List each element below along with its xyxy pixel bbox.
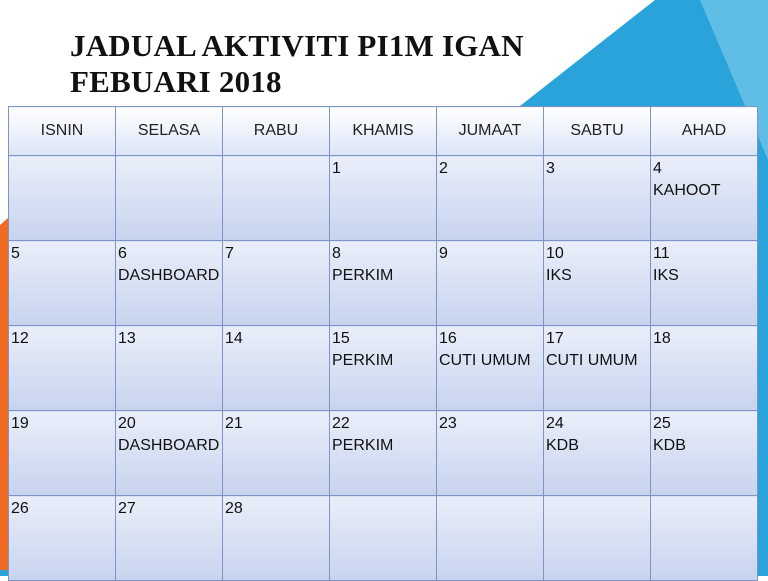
- day-number: 27: [118, 500, 136, 517]
- page-title: [70, 28, 524, 100]
- event-label: KDB: [546, 437, 579, 454]
- day-number: 17: [546, 330, 564, 347]
- calendar-day-cell: [437, 326, 544, 411]
- day-number: 10: [546, 245, 564, 262]
- calendar-week-row: [9, 241, 758, 326]
- event-label: KAHOOT: [653, 182, 721, 199]
- day-number: 14: [225, 330, 243, 347]
- calendar-day-cell: [9, 241, 116, 326]
- calendar-day-cell: [223, 241, 330, 326]
- day-number: 13: [118, 330, 136, 347]
- day-number: 1: [332, 160, 341, 177]
- calendar-day-cell: [651, 326, 758, 411]
- calendar-day-cell: [330, 496, 437, 581]
- day-number: 25: [653, 415, 671, 432]
- calendar-week-row: [9, 326, 758, 411]
- event-label: IKS: [653, 267, 679, 284]
- day-number: 26: [11, 500, 29, 517]
- calendar-day-cell: [544, 411, 651, 496]
- calendar-day-cell: [223, 326, 330, 411]
- calendar-day-cell: [437, 156, 544, 241]
- day-number: 8: [332, 245, 341, 262]
- weekday-header-row: [9, 107, 758, 156]
- title-line-2: FEBUARI 2018: [70, 64, 282, 99]
- calendar-day-cell: [544, 156, 651, 241]
- day-number: 3: [546, 160, 555, 177]
- calendar-week-row: [9, 156, 758, 241]
- day-number: 18: [653, 330, 671, 347]
- day-number: 24: [546, 415, 564, 432]
- weekday-header-ahad: AHAD: [651, 107, 758, 156]
- day-number: 21: [225, 415, 243, 432]
- day-number: 15: [332, 330, 350, 347]
- calendar-day-cell: [651, 496, 758, 581]
- event-label: DASHBOARD: [118, 267, 220, 284]
- event-label: PERKIM: [332, 352, 394, 369]
- calendar-day-cell: [330, 326, 437, 411]
- event-label: PERKIM: [332, 267, 394, 284]
- day-number: 2: [439, 160, 448, 177]
- weekday-header-isnin: ISNIN: [9, 107, 116, 156]
- calendar-day-cell: [651, 411, 758, 496]
- weekday-header-sabtu: SABTU: [544, 107, 651, 156]
- weekday-header-khamis: KHAMIS: [330, 107, 437, 156]
- calendar-day-cell: [330, 241, 437, 326]
- event-label: IKS: [546, 267, 572, 284]
- calendar-day-cell: [330, 411, 437, 496]
- title-line-1: JADUAL AKTIVITI PI1M IGAN: [70, 28, 524, 63]
- calendar-day-cell: [651, 156, 758, 241]
- calendar-week-row: [9, 411, 758, 496]
- calendar-day-cell: [544, 241, 651, 326]
- day-number: 12: [11, 330, 29, 347]
- calendar-day-cell: [9, 156, 116, 241]
- calendar-body: [9, 156, 758, 581]
- calendar-day-cell: [223, 411, 330, 496]
- event-label: CUTI UMUM: [546, 352, 638, 369]
- event-label: KDB: [653, 437, 686, 454]
- calendar-day-cell: [437, 496, 544, 581]
- day-number: 9: [439, 245, 448, 262]
- event-label: DASHBOARD: [118, 437, 220, 454]
- event-label: CUTI UMUM: [439, 352, 531, 369]
- calendar-day-cell: [116, 156, 223, 241]
- day-number: 4: [653, 160, 662, 177]
- weekday-header-selasa: SELASA: [116, 107, 223, 156]
- calendar-day-cell: [116, 241, 223, 326]
- day-number: 23: [439, 415, 457, 432]
- calendar-day-cell: [437, 411, 544, 496]
- calendar-day-cell: [9, 496, 116, 581]
- day-number: 5: [11, 245, 20, 262]
- calendar-day-cell: [437, 241, 544, 326]
- orange-left-strip: [0, 218, 8, 576]
- day-number: 20: [118, 415, 136, 432]
- calendar-day-cell: [9, 411, 116, 496]
- calendar-day-cell: [223, 496, 330, 581]
- calendar-day-cell: [544, 326, 651, 411]
- calendar-day-cell: [9, 326, 116, 411]
- weekday-header-rabu: RABU: [223, 107, 330, 156]
- day-number: 11: [653, 245, 670, 262]
- day-number: 28: [225, 500, 243, 517]
- event-label: PERKIM: [332, 437, 394, 454]
- day-number: 16: [439, 330, 457, 347]
- calendar-day-cell: [223, 156, 330, 241]
- activity-calendar-table: [8, 106, 758, 581]
- day-number: 19: [11, 415, 29, 432]
- calendar-week-row: [9, 496, 758, 581]
- weekday-header-jumaat: JUMAAT: [437, 107, 544, 156]
- day-number: 7: [225, 245, 234, 262]
- calendar-day-cell: [116, 411, 223, 496]
- day-number: 6: [118, 245, 127, 262]
- calendar-day-cell: [116, 496, 223, 581]
- day-number: 22: [332, 415, 350, 432]
- calendar-day-cell: [330, 156, 437, 241]
- calendar-day-cell: [544, 496, 651, 581]
- calendar-day-cell: [116, 326, 223, 411]
- calendar-day-cell: [651, 241, 758, 326]
